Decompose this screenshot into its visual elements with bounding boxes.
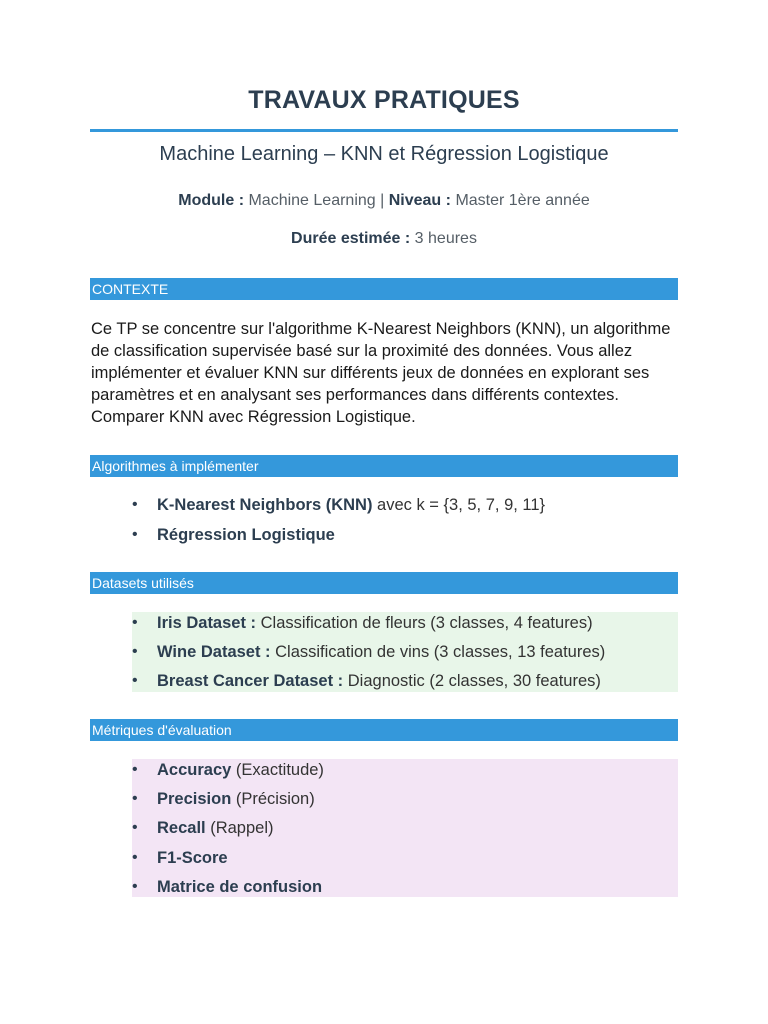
page-subtitle: Machine Learning – KNN et Régression Logistique — [159, 143, 609, 165]
bullet-icon: • — [132, 877, 138, 895]
bullet-icon: • — [132, 672, 138, 689]
module-label: Module : — [178, 192, 245, 209]
datasets-list — [132, 612, 678, 692]
bullet-icon: • — [132, 761, 138, 778]
bullet-icon: • — [132, 819, 138, 837]
niveau-label: Niveau : — [388, 192, 451, 209]
module-value: Machine Learning — [248, 192, 376, 209]
bullet-icon: • — [132, 848, 138, 866]
page-title: TRAVAUX PRATIQUES — [248, 86, 520, 114]
section-heading-metriques: Métriques d'évaluation — [90, 719, 678, 741]
list-item — [132, 788, 678, 817]
item-text: Classification de vins (3 classes, 13 features) — [270, 643, 606, 661]
list-item — [132, 817, 678, 846]
item-bold: Wine Dataset : — [157, 643, 271, 661]
bullet-icon: • — [132, 496, 138, 513]
contexte-paragraph: Ce TP se concentre sur l'algorithme K-Nearest Neighbors (KNN), un algorithme de classification supervisée basé sur la proximité des données. Vous allez implémenter et évaluer KNN sur différents jeux de données en explorant ses paramètres et en analysant ses performances dans différents contextes. Comparer KNN avec Régression Logistique. — [91, 320, 671, 426]
item-text: (Précision) — [231, 790, 315, 809]
duree-label: Durée estimée : — [291, 230, 411, 247]
list-item — [132, 876, 678, 905]
item-bold: K-Nearest Neighbors (KNN) — [157, 496, 373, 514]
title-divider — [90, 129, 678, 132]
metriques-list — [132, 759, 678, 897]
item-text: (Rappel) — [205, 819, 274, 838]
item-bold: Iris Dataset : — [157, 614, 257, 632]
list-item — [132, 847, 678, 876]
niveau-value: Master 1ère année — [455, 192, 590, 209]
item-bold: Recall — [157, 819, 206, 838]
item-bold: Accuracy — [157, 761, 232, 779]
section-heading-contexte: CONTEXTE — [90, 278, 678, 300]
list-item — [132, 524, 678, 554]
list-item — [132, 759, 678, 788]
list-item — [132, 670, 678, 699]
list-item — [132, 494, 678, 524]
meta-separator: | — [380, 192, 385, 209]
bullet-icon: • — [132, 614, 138, 631]
item-text: Classification de fleurs (3 classes, 4 features) — [256, 614, 593, 632]
module-niveau-line — [90, 192, 678, 210]
bullet-icon: • — [132, 790, 138, 808]
bullet-icon: • — [132, 525, 138, 543]
list-item — [132, 612, 678, 641]
item-bold: Régression Logistique — [157, 525, 335, 544]
item-bold: Breast Cancer Dataset : — [157, 672, 344, 690]
item-bold: Matrice de confusion — [157, 877, 323, 896]
list-item — [132, 641, 678, 670]
bullet-icon: • — [132, 643, 138, 660]
duree-value: 3 heures — [414, 230, 477, 247]
section-heading-algorithmes: Algorithmes à implémenter — [90, 455, 678, 477]
item-text: avec k = {3, 5, 7, 9, 11} — [372, 496, 546, 514]
item-bold: Precision — [157, 790, 232, 809]
item-bold: F1-Score — [157, 848, 228, 867]
section-heading-datasets: Datasets utilisés — [90, 572, 678, 594]
algorithmes-list — [132, 494, 678, 553]
item-text: Diagnostic (2 classes, 30 features) — [343, 672, 601, 690]
duree-line — [90, 230, 678, 248]
item-text: (Exactitude) — [231, 761, 324, 779]
